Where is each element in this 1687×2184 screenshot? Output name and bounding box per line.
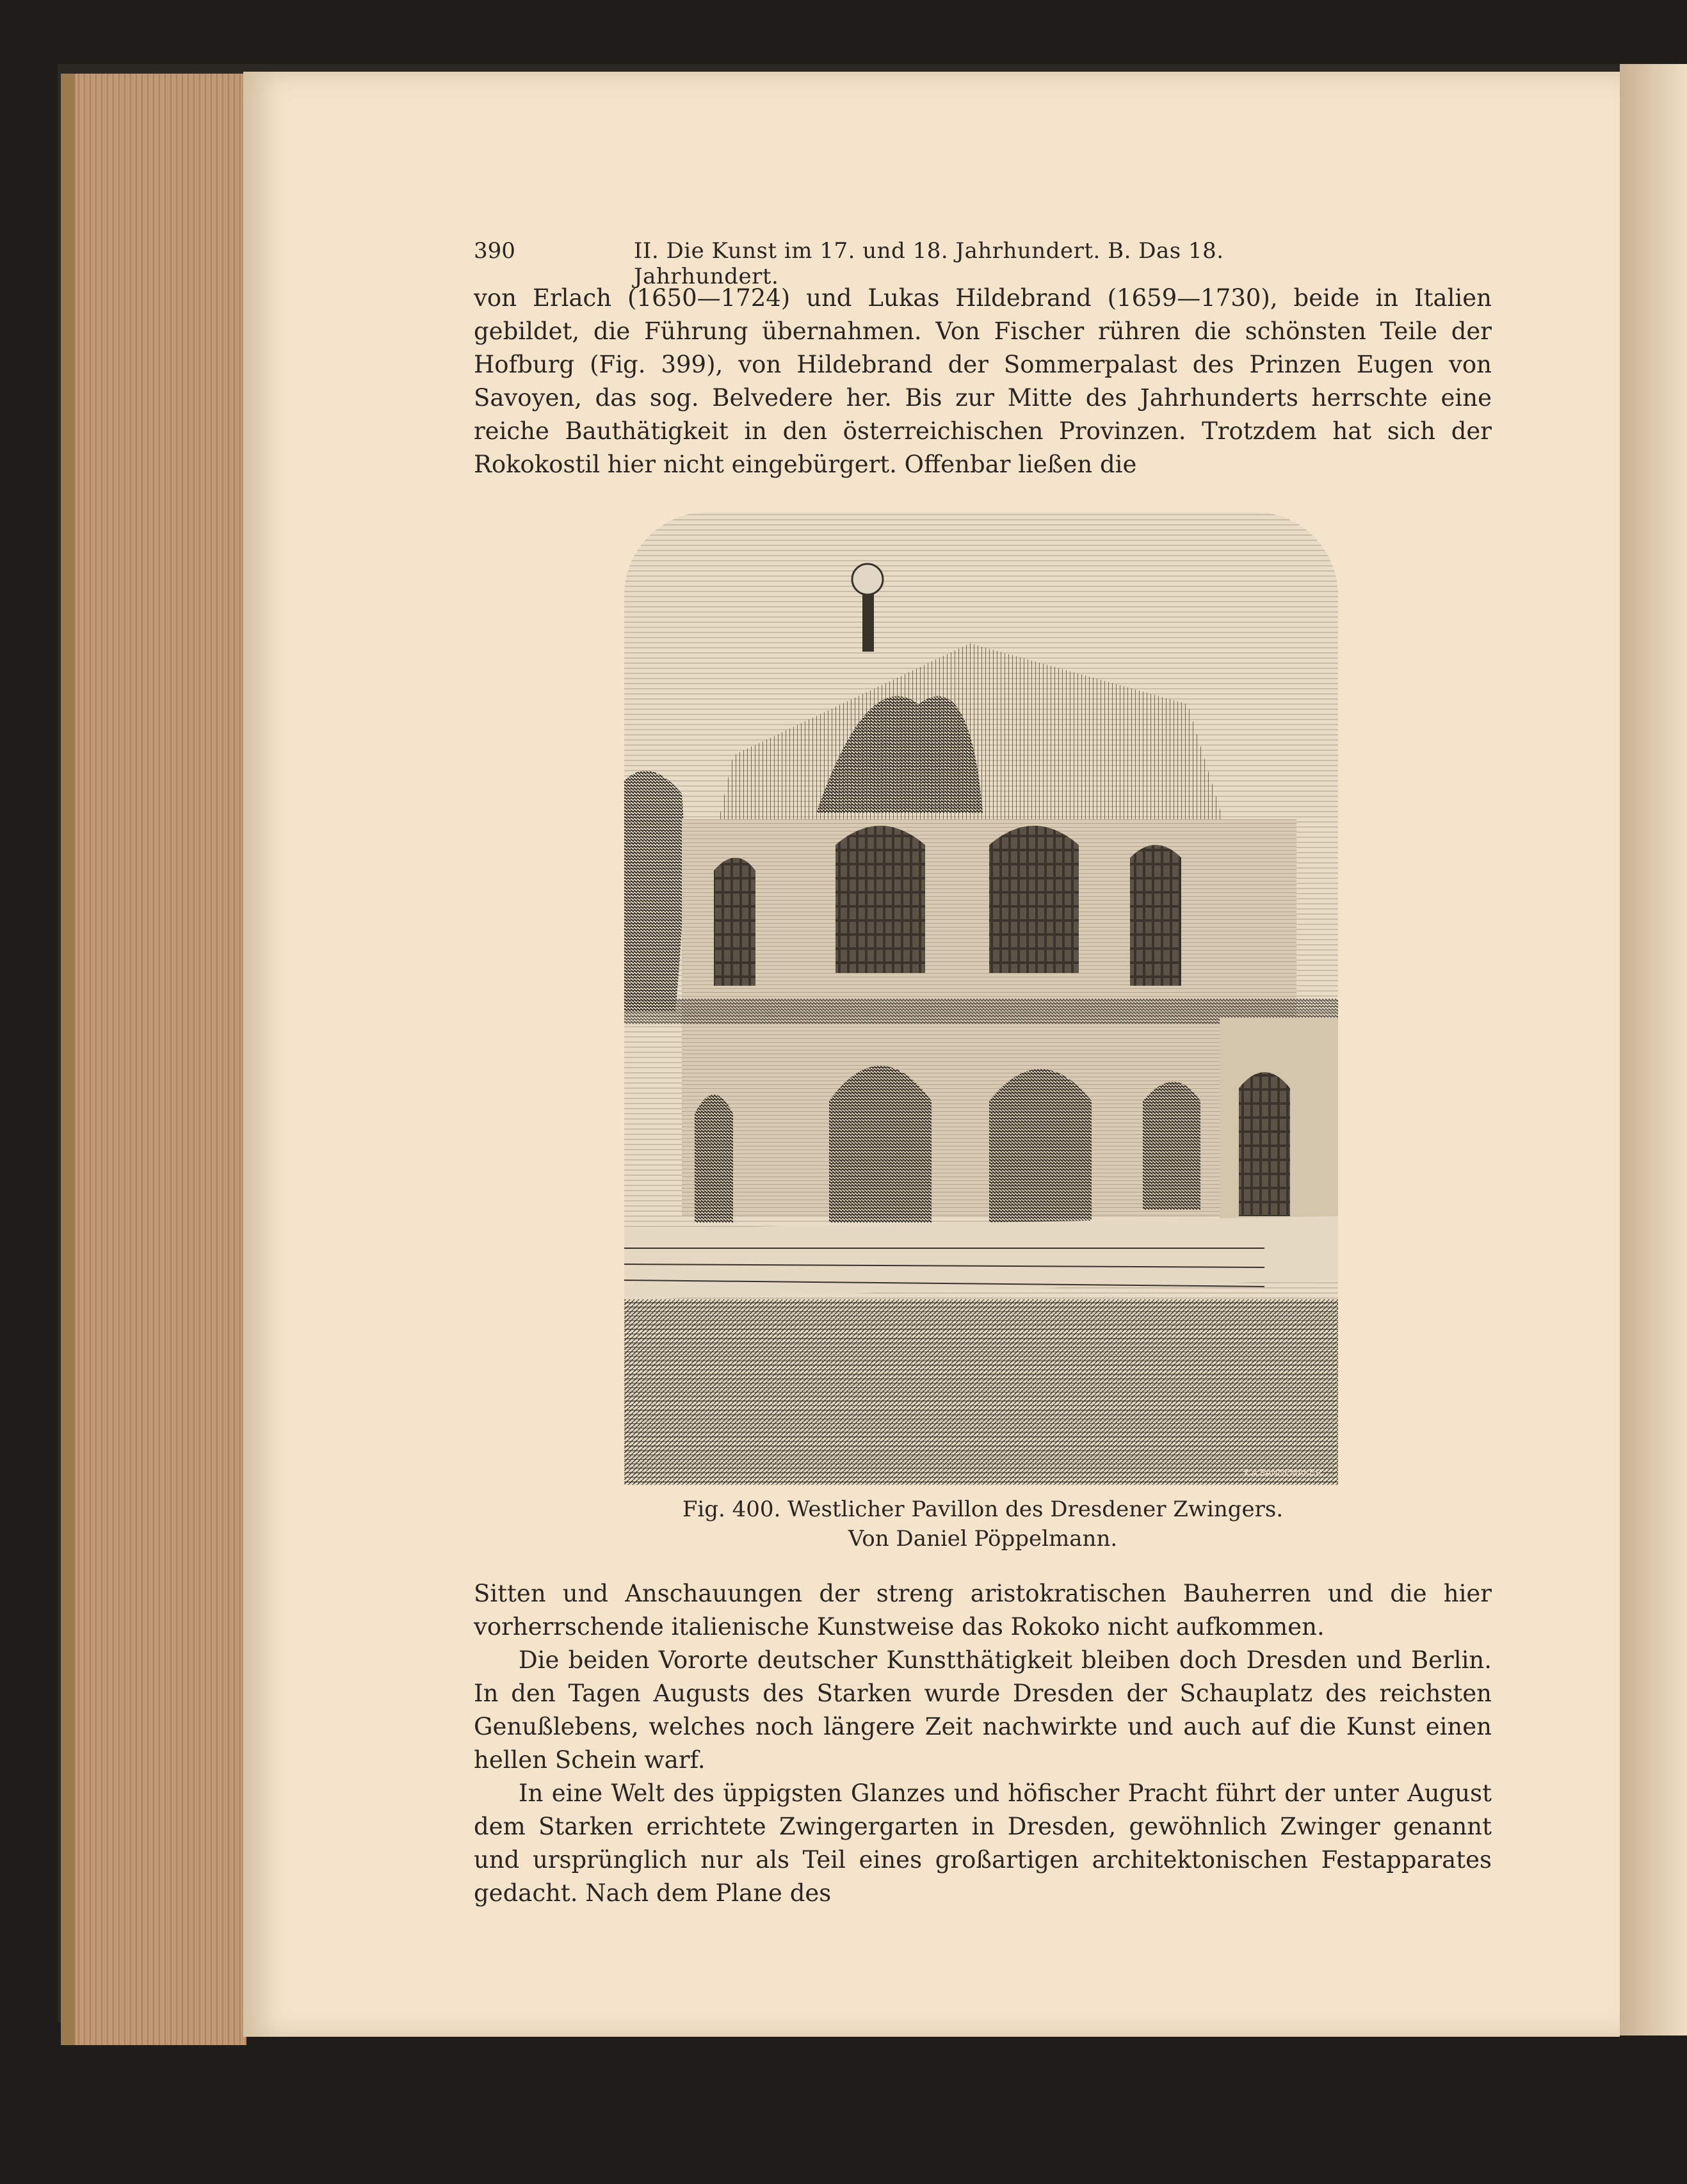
engraving-illustration (624, 512, 1338, 1485)
figure-caption (474, 1495, 1492, 1554)
paragraphs-bottom (474, 1577, 1492, 1910)
engraver-signature: X.A.PANNEMAKER (1243, 1467, 1322, 1477)
book-page-edges (61, 74, 246, 2045)
paragraph-dresden-berlin: Die beiden Vororte deutscher Kunstthätigkeit bleiben doch Dresden und Berlin. In den Tagen Augusts des Starken wurde Dresden der Schauplatz des reichsten Genußlebens, welches noch längere Zeit nachwirkte und auch auf die Kunst einen hellen Schein warf. (474, 1646, 1492, 1774)
running-header (474, 238, 1325, 289)
caption-line-2: Von Daniel Pöppelmann. (848, 1526, 1118, 1552)
paragraph-top-text: von Erlach (1650—1724) und Lukas Hildebrand (1659—1730), beide in Italien gebildet, die Führung übernahmen. Von Fischer rühren die schönsten Teile der Hofburg (Fig. 399), von Hildebrand der Sommerpalast des Prinzen Eugen von Savoyen, das sog. Belvedere her. Bis zur Mitte des Jahrhunderts herrschte eine reiche Bauthätigkeit in den österreichischen Provinzen. Trotzdem hat sich der Rokokostil hier nicht eingebürgert. Offenbar ließen die (474, 284, 1492, 478)
paragraph-zwinger: In eine Welt des üppigsten Glanzes und höfischer Pracht führt der unter August dem Starken errichtete Zwingergarten in Dresden, gewöhnlich Zwinger genannt und ursprünglich nur als Teil eines großartigen architektonischen Festapparates gedacht. Nach dem Plane des (474, 1779, 1492, 1907)
caption-line-1: Fig. 400. Westlicher Pavillon des Dresdener Zwingers. (682, 1497, 1284, 1522)
page-number: 390 (474, 238, 515, 264)
facing-page-edge (1620, 64, 1687, 2035)
paragraph-top (474, 282, 1492, 481)
paragraph-continued: Sitten und Anschauungen der streng aristokratischen Bauherren und die hier vorherrschende italienische Kunstweise das Rokoko nicht aufkommen. (474, 1580, 1492, 1641)
running-title: II. Die Kunst im 17. und 18. Jahrhundert. B. Das 18. Jahrhundert. (634, 238, 1224, 289)
figure-engraving-zwinger-pavilion (624, 512, 1338, 1485)
